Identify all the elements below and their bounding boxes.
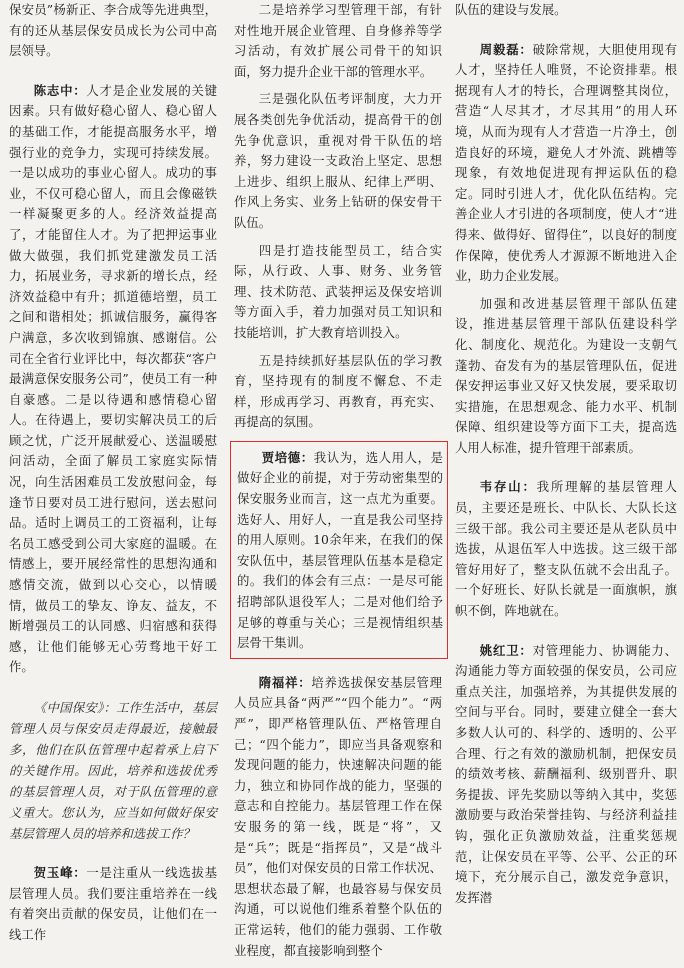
paragraph-zhou-yilei <box>455 40 677 287</box>
paragraph: 加强和改进基层管理干部队伍建设，推进基层管理干部队伍建设科学化、制度化、规范化。为建设一支朝气蓬勃、奋发有为的基层管理队伍，促进保安押运事业又好又快发展，要采取切实措施，在思想观念、能力水平、机制保障、组织建设等方面下工夫，提高选人用人标准，提升管理干部素质。 <box>455 295 677 455</box>
paragraph-text: 破除常规，大胆使用现有人才，坚持任人唯贤，不论资排辈。根据现有人才的特长，合理调整其岗位，营造“人尽其才，才尽其用”的用人环境，从而为现有人才营造一片净土，创造良好的环境，避免人才外流、跳槽等现象，有效地促进现有押运队伍的稳定。同时引进人才，优化队伍结构。完善企业人才引进的各项制度，使人才“进得来、做得好、留得住”，以良好的制度作保障，使优秀人才源源不断地进入企业，助力企业发展。 <box>455 41 678 284</box>
paragraph: 保安员”杨新正、李合成等先进典型，有的还从基层保安员成长为公司中高层领导。 <box>9 2 217 59</box>
paragraph-sui-fuxiang <box>234 673 442 961</box>
speaker-name: 姚红卫： <box>479 642 533 658</box>
paragraph: 队伍的建设与发展。 <box>455 2 567 17</box>
paragraph-yao-hongwei <box>455 641 677 909</box>
paragraph-text: 人才是企业发展的关键因素。只有做好稳心留人、稳心留人的基础工作，才能提高服务水平，增强行业的竞争力，实现可持续发展。一是以成功的事业心留人。成功的事业，不仅可稳心留人，而且会像磁铁一样凝聚更多的人。经济效益提高了，才能留住人才。为了把押运事业做大做强，我们抓党建激发员工活力，拓展业务，寻求新的增长点，经济效益稳中有升；抓道德培塑，员工之间和谐相处；抓诚信服务，赢得客户满意，多次收到锦旗、感谢信。公司在全省行业评比中，每次都获“客户最满意保安服务公司”，使员工有一种自豪感。二是以待遇和感情稳心留人。在待遇上，要切实解决员工的后顾之忧，广泛开展献爱心、送温暖慰问活动，全面了解员工家庭实际情况，向生活困难员工发放慰问金，每逢节日要对员工进行慰问，送去慰问品。适时上调员工的工资福利，让每名员工感受到公司大家庭的温暖。在情感上，要开展经常性的思想沟通和感情交流，做到以心交心，以情暖情，做员工的挚友、诤友、益友，不断增强员工的认同感、归宿感和获得感，让他们能够无心劳骛地干好工作。 <box>9 82 218 675</box>
paragraph-text: 我认为，选人用人，是做好企业的前提，对于劳动密集型的保安服务业而言，这一点尤为重要。选好人、用好人，一直是我公司坚持的用人原则。10余年来，在我们的保安队伍中，基层管理队伍基本是稳定的。我们的体会有三点：一是尽可能招聘部队退役军人；二是对他们给予足够的尊重与关心；三是视情组织基层骨干集训。 <box>237 449 444 651</box>
speaker-name: 韦存山： <box>479 479 537 495</box>
paragraph-chen-zhizhong <box>9 81 217 678</box>
paragraph: 三是强化队伍考评制度，大力开展各类创先争优活动，提高骨干的创先争优意识，重视对骨干队伍的培养，努力建设一支政治上坚定、思想上进步、组织上服从、纪律上严明、作风上务实、业务上钻研的保安骨干队伍。 <box>234 91 442 230</box>
paragraph: 五是持续抓好基层队伍的学习教育，坚持现有的制度不懈怠、不走样，形成再学习、再教育，再充实、再提高的氛围。 <box>234 352 442 430</box>
paragraph-text: 培养选拔保安基层管理人员应具备“两严”“四个能力”。“两严”，即严格管理队伍、严格管理自己；“四个能力”，即应当具备观察和发现问题的能力，快速解决问题的能力，独立和协同作战的能力，坚强的意志和自控能力。基层管理工作在保安服务的第一线，既是“将”，又是“兵”；既是“指挥员”，又是“战斗员”，他们对保安员的日常工作状况、思想状态最了解，也最容易与保安员沟通，可以说他们维系着整个队伍的正常运转，他们的能力强弱、工作敬业程度，都直接影响到整个 <box>234 674 443 958</box>
highlight-box <box>230 441 448 659</box>
paragraph: 四是打造技能型员工，结合实际，从行政、人事、财务、业务管理、技术防范、武装押运及保安培训等方面入手，着力加强对员工知识和技能培训，扩大教育培训投入。 <box>234 242 442 340</box>
column-left <box>9 0 217 952</box>
paragraph: 二是培养学习型管理干部，有针对性地开展企业管理、自身修养等学习活动，有效扩展公司骨干的知识面，努力提升企业干部的管理水平。 <box>234 2 442 79</box>
interviewer-question: 《中国保安》：工作生活中，基层管理人员与保安员走得最近，接触最多，他们在队伍管理中起着承上启下的关键作用。因此，培养和选拔优秀的基层管理人员，对于队伍管理的意义重大。您认为，应当如何做好保安基层管理人员的培养和选拔工作？ <box>9 700 217 841</box>
speaker-name: 陈志中： <box>33 82 87 98</box>
paragraph-wei-cunshan <box>455 477 677 621</box>
paragraph-he-yufeng <box>9 863 217 945</box>
paragraph-text: 对管理能力、协调能力、沟通能力等方面较强的保安员，公司应重点关注，加强培养，为其提供发展的空间与平台。同时，要建立健全一套大多数人认可的、科学的、透明的、公平合理、行之有效的激励机制，把保安员的绩效考核、薪酬福利、级别晋升、职务提拔、评先奖励以等纳入其中，奖惩激励要与政治荣誉挂钩、与经济利益挂钩，强化正负激励效益，注重奖惩规范，让保安员在平等、公平、公正的环境下，充分展示自己，激发竞争意识，发挥潜 <box>455 642 678 905</box>
speaker-name: 贾培德： <box>261 449 314 465</box>
paragraph-jia-peide <box>237 448 443 654</box>
paragraph-text: 我所理解的基层管理人员，主要还是班长、中队长、大队长这三级干部。我公司主要还是从老队员中选拔，从退伍军人中选拔。这三级干部管好用好了，整支队伍就不会出乱子。一个好班长、好队长就是一面旗帜，旗帜不倒，阵地就在。 <box>455 479 678 619</box>
speaker-name: 贺玉峰： <box>33 865 87 880</box>
speaker-name: 周毅磊： <box>479 41 533 57</box>
column-right <box>455 0 677 915</box>
paragraph-text: 一是注重从一线选拔基层管理人员。我们要注重培养在一线有着突出贡献的保安员，让他们在一线工作 <box>9 865 218 942</box>
speaker-name: 隋福祥： <box>258 674 312 690</box>
